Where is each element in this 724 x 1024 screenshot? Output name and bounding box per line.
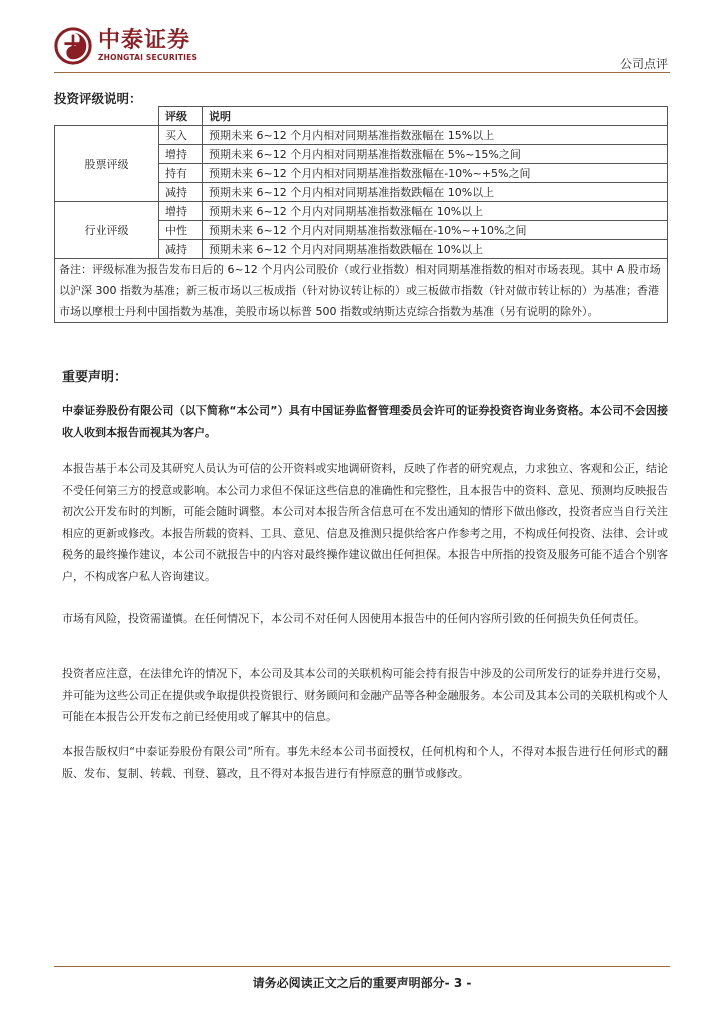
disclaimer-paragraph-conflict: 投资者应注意，在法律允许的情况下，本公司及其本公司的关联机构可能会持有报告中涉及的公司所发行的证券并进行交易，并可能为这些公司正在提供或争取提供投资银行、财务顾问和金融产品等各种金融服务。本公司及其本公司的关联机构或个人可能在本报告公开发布之前已经使用或了解其中的信息。 — [62, 667, 668, 723]
company-logo — [54, 27, 197, 65]
rating-desc: 预期未来 6~12 个月内对同期基准指数跌幅在 10%以上 — [203, 240, 668, 259]
footer-divider — [54, 966, 670, 967]
rating-desc: 预期未来 6~12 个月内对同期基准指数涨幅在 10%以上 — [203, 202, 668, 221]
disclaimer-paragraph-copyright: 本报告版权归“中泰证券股份有限公司”所有。事先未经本公司书面授权，任何机构和个人，不得对本报告进行任何形式的翻版、发布、复制、转载、刊登、篡改，且不得对本报告进行有悖原意的删节或修改。 — [62, 745, 668, 780]
stock-rating-group-label: 股票评级 — [55, 126, 159, 202]
rating-table — [54, 106, 668, 323]
header-desc: 说明 — [203, 107, 668, 126]
header-divider — [54, 72, 670, 73]
disclaimer-title: 重要声明： — [62, 370, 128, 385]
rating-desc: 预期未来 6~12 个月内相对同期基准指数涨幅在 5%~15%之间 — [203, 145, 668, 164]
rating-desc: 预期未来 6~12 个月内对同期基准指数涨幅在-10%~+10%之间 — [203, 221, 668, 240]
rating-level: 中性 — [159, 221, 203, 240]
table-row — [55, 202, 668, 221]
page-footer: 请务必阅读正文之后的重要声明部分- 3 - — [252, 976, 472, 990]
industry-rating-group-label: 行业评级 — [55, 202, 159, 259]
rating-level: 增持 — [159, 145, 203, 164]
table-note-row — [55, 259, 668, 323]
disclaimer-paragraph-risk: 市场有风险，投资需谨慎。在任何情况下，本公司不对任何人因使用本报告中的任何内容所引致的任何损失负任何责任。 — [62, 612, 645, 625]
disclaimer-paragraph-research: 本报告基于本公司及其研究人员认为可信的公开资料或实地调研资料，反映了作者的研究观点，力求独立、客观和公正，结论不受任何第三方的授意或影响。本公司力求但不保证这些信息的准确性和完整性，且本报告中的资料、意见、预测均反映报告初次公开发布时的判断，可能会随时调整。本公司对本报告所含信息可在不发出通知的情形下做出修改，投资者应当自行关注相应的更新或修改。本报告所载的资料、工具、意见、信息及推测只提供给客户作参考之用，不构成任何投资、法律、会计或税务的最终操作建议，本公司不就报告中的内容对最终操作建议做出任何担保。本报告中所指的投资及服务可能不适合个别客户，不构成客户私人咨询建议。 — [62, 462, 668, 583]
disclaimer-paragraph-qualification: 中泰证券股份有限公司（以下简称“本公司”）具有中国证券监督管理委员会许可的证券投资咨询业务资格。本公司不会因接收人收到本报告而视其为客户。 — [62, 404, 668, 439]
table-row — [55, 126, 668, 145]
rating-desc: 预期未来 6~12 个月内相对同期基准指数涨幅在 15%以上 — [203, 126, 668, 145]
page-header — [0, 0, 724, 80]
rating-section-title: 投资评级说明： — [54, 91, 142, 106]
rating-note: 备注：评级标准为报告发布日后的 6~12 个月内公司股价（或行业指数）相对同期基准指数的相对市场表现。其中 A 股市场以沪深 300 指数为基准；新三板市场以三板成指（针对协议转让标的）或三板做市指数（针对做市转让标的）为基准；香港市场以摩根士丹利中国指数为基准，美股市场以标普 500 指数或纳斯达克综合指数为基准（另有说明的除外）。 — [55, 259, 668, 323]
rating-desc: 预期未来 6~12 个月内相对同期基准指数涨幅在-10%~+5%之间 — [203, 164, 668, 183]
zhongtai-logo-icon — [54, 27, 92, 65]
rating-level: 买入 — [159, 126, 203, 145]
logo-english-text: ZHONGTAI SECURITIES — [98, 53, 198, 62]
header-level: 评级 — [159, 107, 203, 126]
logo-chinese-text: 中泰证券 — [98, 28, 191, 53]
rating-level: 持有 — [159, 164, 203, 183]
rating-table-header-row — [55, 107, 668, 126]
rating-level: 增持 — [159, 202, 203, 221]
rating-level: 减持 — [159, 183, 203, 202]
header-empty-cell — [55, 107, 159, 126]
report-type-label: 公司点评 — [619, 57, 668, 71]
rating-desc: 预期未来 6~12 个月内相对同期基准指数跌幅在 10%以上 — [203, 183, 668, 202]
rating-level: 减持 — [159, 240, 203, 259]
